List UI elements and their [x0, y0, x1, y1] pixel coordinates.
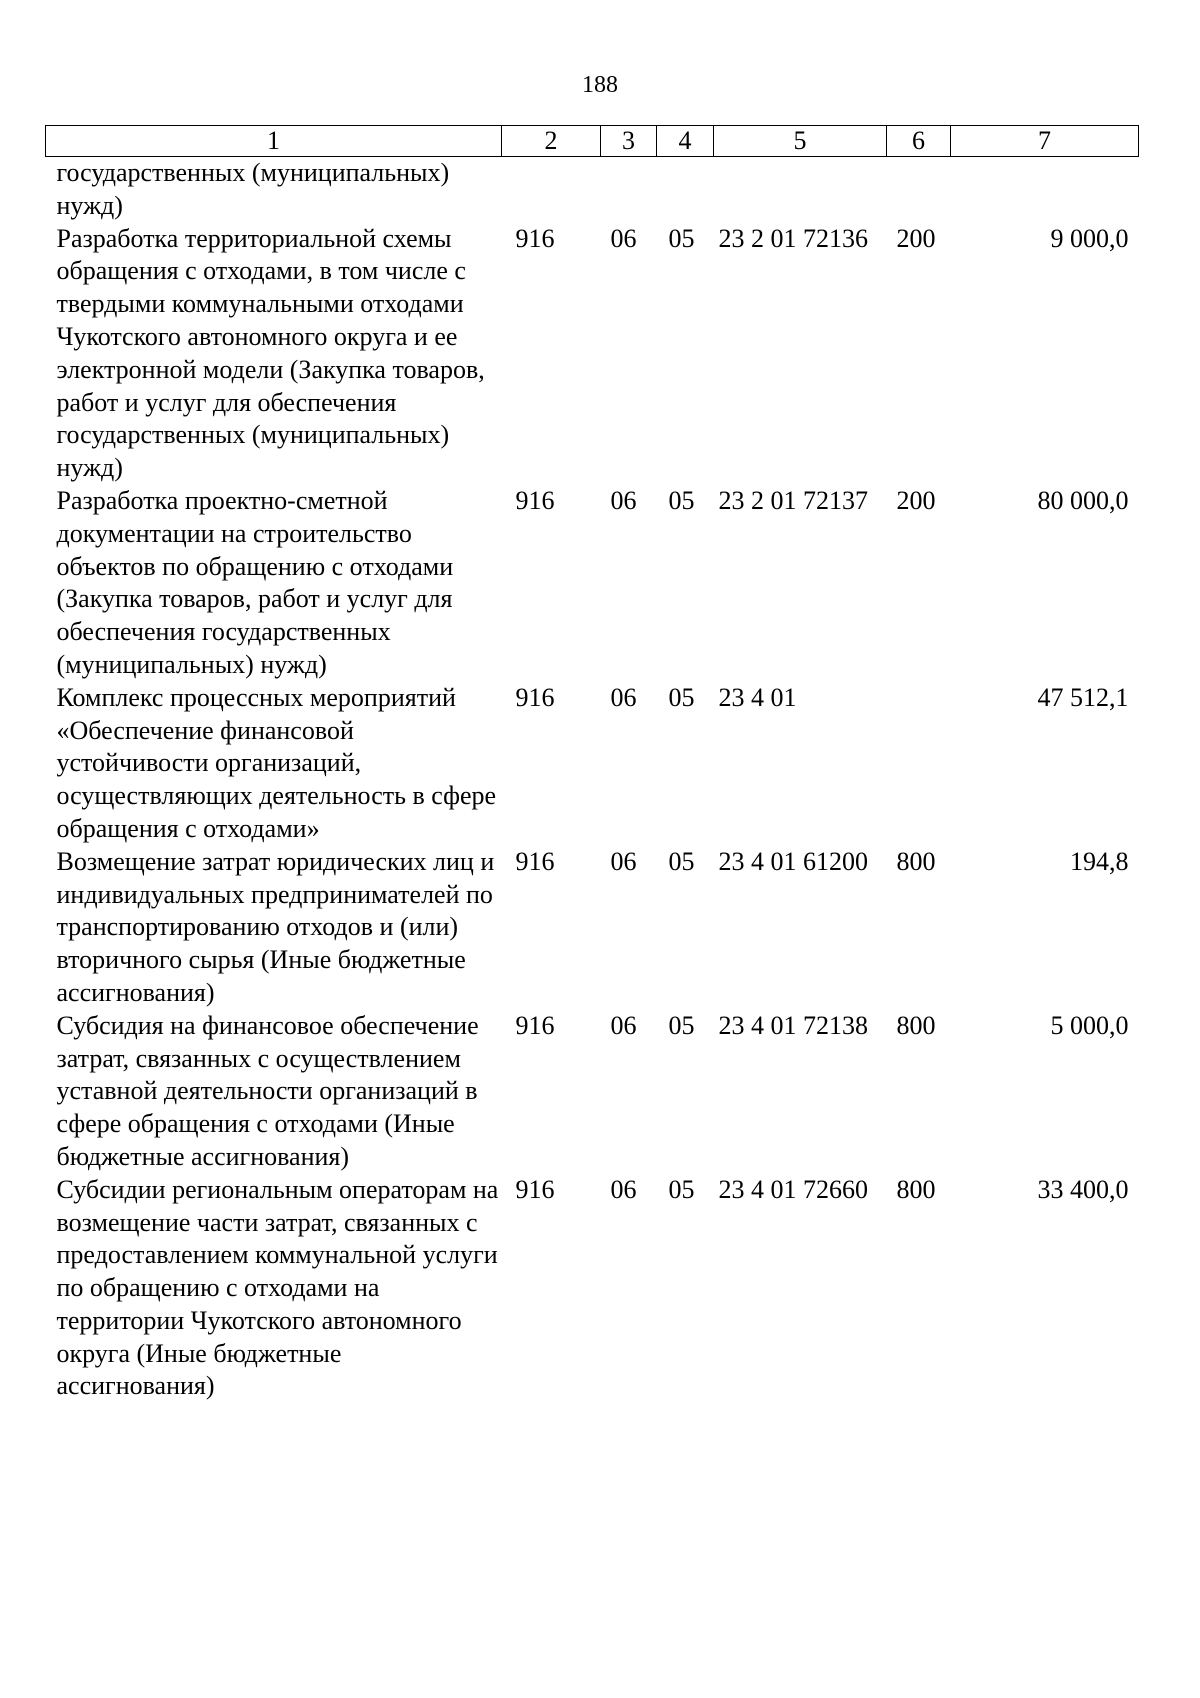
- row-expense-type: 800: [896, 846, 936, 876]
- row-section: 06: [610, 1174, 637, 1204]
- row-expense-type: [887, 157, 951, 223]
- row-description: Разработка территориальной схемы обращения с отходами, в том числе с твердыми коммунальными отходами Чукотского автономного округа и ее электронной модели (Закупка товаров, работ и услуг для обеспечения государственных (муниципальных) нужд): [56, 223, 485, 483]
- row-section: 06: [610, 846, 637, 876]
- table-row: [46, 157, 1139, 223]
- row-expense-type: 200: [896, 485, 936, 515]
- row-subsection: 05: [668, 682, 695, 712]
- header-col-7: 7: [951, 126, 1139, 157]
- header-row: [46, 126, 1139, 157]
- header-col-4: 4: [657, 126, 714, 157]
- table-row: [46, 485, 1139, 682]
- row-amount: 80 000,0: [1037, 485, 1129, 515]
- row-section: 06: [610, 1010, 637, 1040]
- row-expense-type: [887, 682, 951, 846]
- row-section: [601, 157, 657, 223]
- header-col-1: 1: [46, 126, 502, 157]
- row-amount: 9 000,0: [1050, 223, 1129, 253]
- row-grbs: 916: [515, 846, 555, 876]
- row-subsection: 05: [668, 1010, 695, 1040]
- row-target-article: [714, 157, 887, 223]
- row-grbs: 916: [515, 485, 555, 515]
- table-row: [46, 846, 1139, 1010]
- row-subsection: 05: [668, 223, 695, 253]
- row-target-article: 23 4 01 61200: [718, 846, 868, 876]
- row-subsection: 05: [668, 1174, 695, 1204]
- row-amount: 47 512,1: [1037, 682, 1129, 712]
- row-section: 06: [610, 223, 637, 253]
- row-grbs: 916: [515, 1010, 555, 1040]
- row-amount: 33 400,0: [1037, 1174, 1129, 1204]
- row-description: Субсидия на финансовое обеспечение затрат, связанных с осуществлением уставной деятельности организаций в сфере обращения с отходами (Иные бюджетные ассигнования): [56, 1010, 479, 1171]
- row-description: Разработка проектно-сметной документации на строительство объектов по обращению с отходами (Закупка товаров, работ и услуг для обеспечения государственных (муниципальных) нужд): [56, 485, 454, 679]
- row-amount: 194,8: [1070, 846, 1129, 876]
- row-description: Комплекс процессных мероприятий «Обеспечение финансовой устойчивости организаций, осуществляющих деятельность в сфере обращения с отходами»: [56, 682, 497, 843]
- row-grbs: 916: [515, 1174, 555, 1204]
- table-row: [46, 223, 1139, 485]
- row-subsection: 05: [668, 485, 695, 515]
- table-row: [46, 1010, 1139, 1174]
- row-section: 06: [610, 485, 637, 515]
- row-target-article: 23 4 01 72138: [718, 1010, 868, 1040]
- budget-table: [45, 125, 1139, 1403]
- table-row: [46, 1174, 1139, 1404]
- row-target-article: 23 4 01 72660: [718, 1174, 868, 1204]
- row-expense-type: 200: [896, 223, 936, 253]
- header-col-3: 3: [601, 126, 657, 157]
- row-amount: 5 000,0: [1050, 1010, 1129, 1040]
- row-grbs: 916: [515, 223, 555, 253]
- row-section: 06: [610, 682, 637, 712]
- row-description: Субсидии региональным операторам на возмещение части затрат, связанных с предоставлением коммунальной услуги по обращению с отходами на территории Чукотского автономного округа (Иные бюджетные ассигнования): [56, 1174, 499, 1401]
- table-body: [46, 157, 1139, 1404]
- row-subsection: 05: [668, 846, 695, 876]
- row-expense-type: 800: [896, 1174, 936, 1204]
- table-row: [46, 682, 1139, 846]
- row-grbs: 916: [515, 682, 555, 712]
- row-expense-type: 800: [896, 1010, 936, 1040]
- page-number: 188: [582, 72, 618, 98]
- row-target-article: 23 2 01 72137: [718, 485, 868, 515]
- row-description: государственных (муниципальных) нужд): [56, 158, 450, 220]
- row-target-article: 23 2 01 72136: [718, 223, 868, 253]
- header-col-6: 6: [887, 126, 951, 157]
- table-header: [46, 126, 1139, 157]
- header-col-5: 5: [714, 126, 887, 157]
- row-target-article: 23 4 01: [718, 682, 797, 712]
- row-description: Возмещение затрат юридических лиц и индивидуальных предпринимателей по транспортированию отходов и (или) вторичного сырья (Иные бюджетные ассигнования): [56, 846, 495, 1007]
- row-subsection: [657, 157, 714, 223]
- row-amount: [951, 157, 1139, 223]
- row-grbs: [502, 157, 601, 223]
- header-col-2: 2: [502, 126, 601, 157]
